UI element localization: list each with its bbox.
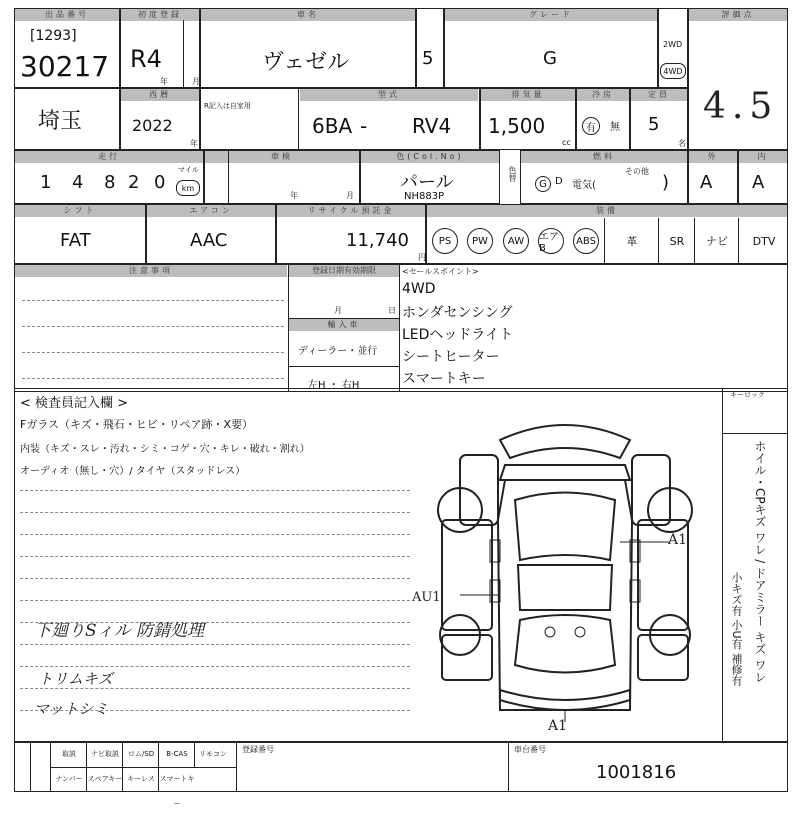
fuel-other: その他 <box>625 167 649 176</box>
mileage-digit: 4 <box>72 172 84 193</box>
import-header: 輸入車 <box>289 319 399 331</box>
era-year-suffix: 年 <box>160 77 168 86</box>
grade-header: グレード <box>445 9 657 21</box>
equipment-item <box>568 218 604 264</box>
inspector-dash <box>20 556 410 557</box>
mileage-digit: 1 <box>40 172 52 193</box>
inspector-line: オーディオ（無し・穴）/ タイヤ（スタッドレス） <box>20 466 246 477</box>
sale-point: シートヒーター <box>402 349 500 365</box>
doc-date-day: 日 <box>388 306 396 315</box>
equipment-label: AW <box>503 228 529 254</box>
handwritten-note: トリムキズ <box>38 670 113 688</box>
note-line <box>22 378 284 379</box>
equipment-label: エアB <box>538 228 564 254</box>
equipment-item <box>738 218 789 264</box>
notes-box <box>14 264 788 392</box>
inspection-year: 年 <box>290 191 298 200</box>
inspection-month: 月 <box>346 191 354 200</box>
score-header: 評価点 <box>689 9 787 21</box>
doc-date-header: 登録日期有効期限 <box>289 265 399 277</box>
reg-no-label: 登録番号 <box>242 745 274 754</box>
import-steering: 左H ・ 右H <box>308 380 360 391</box>
equipment-label: DTV <box>752 234 776 248</box>
lot-prefix: [1293] <box>30 28 77 44</box>
doc-date-month: 月 <box>334 306 342 315</box>
interior-header: 内 <box>739 151 787 163</box>
bottom-cell: ナンバー <box>50 767 87 792</box>
note-line <box>22 326 284 327</box>
color-code: NH883P <box>404 191 445 202</box>
aircon-type-header: エアコン <box>147 205 275 217</box>
inspector-line: 内装（キズ・スレ・汚れ・シミ・コゲ・穴・キレ・破れ・割れ） <box>20 444 310 455</box>
sale-point: スマートキー <box>402 371 486 387</box>
recycle-value: 11,740 <box>346 230 409 251</box>
note-line <box>22 352 284 353</box>
equipment-item <box>462 218 498 264</box>
diagram-mark-right: A1 <box>668 532 688 548</box>
frame-no-label: 車台番号 <box>514 745 546 754</box>
inspector-dash <box>20 512 410 513</box>
era-month-suffix: 月 <box>192 77 200 86</box>
region: 埼玉 <box>38 109 83 134</box>
bottom-cell: リモコン <box>194 742 231 767</box>
equipment-label: SR <box>669 234 685 248</box>
frame-no: 1001816 <box>596 762 677 783</box>
inspector-dash <box>20 644 410 645</box>
aircon-type: AAC <box>190 230 228 251</box>
aircon-no: 無 <box>610 122 620 133</box>
inspector-dash <box>20 534 410 535</box>
fuel-gasoline: G <box>535 176 551 192</box>
inspector-dash <box>20 578 410 579</box>
transmission-header: シフト <box>15 205 145 217</box>
lot-header: 出品番号 <box>15 9 119 21</box>
grade: G <box>543 48 557 69</box>
sale-points-header: <セールスポイント> <box>402 267 479 276</box>
sale-point: LEDヘッドライト <box>402 327 514 343</box>
bottom-cell: キーレス <box>122 767 159 792</box>
fuel-electric: 電気( <box>572 180 596 191</box>
fuel-diesel: D <box>555 176 563 187</box>
bottom-cell: 取説 <box>50 742 87 767</box>
diagram-mark-left: AU1 <box>412 590 441 605</box>
inspector-dash <box>20 600 410 601</box>
aircon-yes: 有 <box>582 117 600 135</box>
equipment-item <box>658 218 695 264</box>
bottom-cell: B-CAS <box>158 742 195 767</box>
diagram-mark-bottom: A1 <box>548 718 568 734</box>
divider <box>183 20 184 88</box>
key-lock-header: キーロック <box>730 391 765 399</box>
bottom-cell: ロム/SD <box>122 742 159 767</box>
equipment-header: 装備 <box>427 205 787 217</box>
bottom-cell: スペアキー <box>86 767 123 792</box>
mileage-digit: 0 <box>154 172 166 193</box>
equipment-label: PS <box>432 228 458 254</box>
equipment-item <box>428 218 462 264</box>
vertical-note: 小キズ有 小U有 補修有 <box>730 572 743 687</box>
color-name: パール <box>400 172 454 193</box>
recycle-header: リサイクル預託金 <box>277 205 425 217</box>
equipment-item <box>534 218 568 264</box>
score-box <box>688 8 788 150</box>
sale-point: 4WD <box>402 281 436 297</box>
interior-grade: A <box>752 172 765 193</box>
divider <box>288 366 400 367</box>
inspector-header: < 検査員記入欄 > <box>20 396 129 411</box>
inspection-header: 車検 <box>205 151 359 163</box>
color-header: 色(Col.No) <box>361 151 499 163</box>
handwritten-note: マットシミ <box>34 700 109 718</box>
displacement: 1,500 <box>488 114 546 138</box>
divider <box>508 742 509 792</box>
seats-unit: 名 <box>678 139 686 148</box>
exterior-header: 外 <box>689 151 737 163</box>
inspector-dash <box>20 666 410 667</box>
inspector-line: Fガラス（キズ・飛石・ヒビ・リペア跡・X要） <box>20 418 254 431</box>
first-reg-year: 2022 <box>132 116 173 135</box>
drive-4wd: 4WD <box>660 63 686 79</box>
fuel-header: 燃料 <box>521 151 687 163</box>
mileage-unit-mile: マイル <box>178 166 199 174</box>
displacement-unit: cc <box>562 138 571 147</box>
divider <box>722 434 723 742</box>
equipment-label: PW <box>467 228 493 254</box>
mileage-header: 走行 <box>15 151 203 163</box>
era: R4 <box>130 45 162 73</box>
note-line <box>22 300 284 301</box>
first-reg-note: R記入は自家用 <box>204 102 251 110</box>
bottom-cell: スマートキー <box>158 767 195 792</box>
model-year-header: 初度登録 <box>121 9 199 21</box>
seats-header: 定員 <box>631 89 687 101</box>
equipment-label: 革 <box>626 235 638 248</box>
seats: 5 <box>648 114 660 135</box>
divider <box>30 742 31 792</box>
model-code: RV4 <box>412 114 452 138</box>
doors: 5 <box>422 48 434 69</box>
transmission: FAT <box>60 230 91 251</box>
recycle-unit: 円 <box>418 253 426 262</box>
equipment-item <box>694 218 739 264</box>
inspector-dash <box>20 490 410 491</box>
car-name-header: 車名 <box>201 9 415 21</box>
vertical-note: ホイル・CPキズ ワレ / ドアミラー キズ ワレ <box>753 440 767 683</box>
aircon-header: 冷房 <box>577 89 629 101</box>
divider <box>236 742 237 792</box>
equipment-item <box>498 218 534 264</box>
score: 4.5 <box>703 86 779 127</box>
divider <box>298 88 299 150</box>
drive-2wd: 2WD <box>663 40 683 49</box>
equipment-label: ABS <box>573 228 599 254</box>
mileage-unit-km: km <box>176 180 200 196</box>
divider <box>50 767 236 768</box>
equipment-label: ナビ <box>706 235 728 248</box>
model-code-prefix: 6BA <box>312 114 353 138</box>
import-dealer: ディーラー・並行 <box>298 346 378 357</box>
mileage-digit: 8 <box>104 172 116 193</box>
color-change-label: 色替 <box>508 166 517 182</box>
car-diagram <box>420 410 710 740</box>
divider <box>228 150 229 204</box>
first-reg-suffix: 年 <box>190 139 198 148</box>
model-code-header: 型式 <box>300 89 478 101</box>
model-code-dash: - <box>360 114 368 138</box>
equipment-item <box>604 218 659 264</box>
handwritten-note: 下廻りSィル 防錆処理 <box>34 621 205 641</box>
fuel-close: ) <box>662 172 670 193</box>
mileage-digit: 2 <box>128 172 140 193</box>
bottom-cell: ナビ取説 <box>86 742 123 767</box>
sale-point: ホンダセンシング <box>402 305 513 321</box>
first-reg-header: 西暦 <box>121 89 199 101</box>
exterior-grade: A <box>700 172 713 193</box>
car-name: ヴェゼル <box>262 50 350 75</box>
lot-number: 30217 <box>20 50 110 83</box>
notes-header: 注意事項 <box>15 265 287 277</box>
displacement-header: 排気量 <box>481 89 575 101</box>
